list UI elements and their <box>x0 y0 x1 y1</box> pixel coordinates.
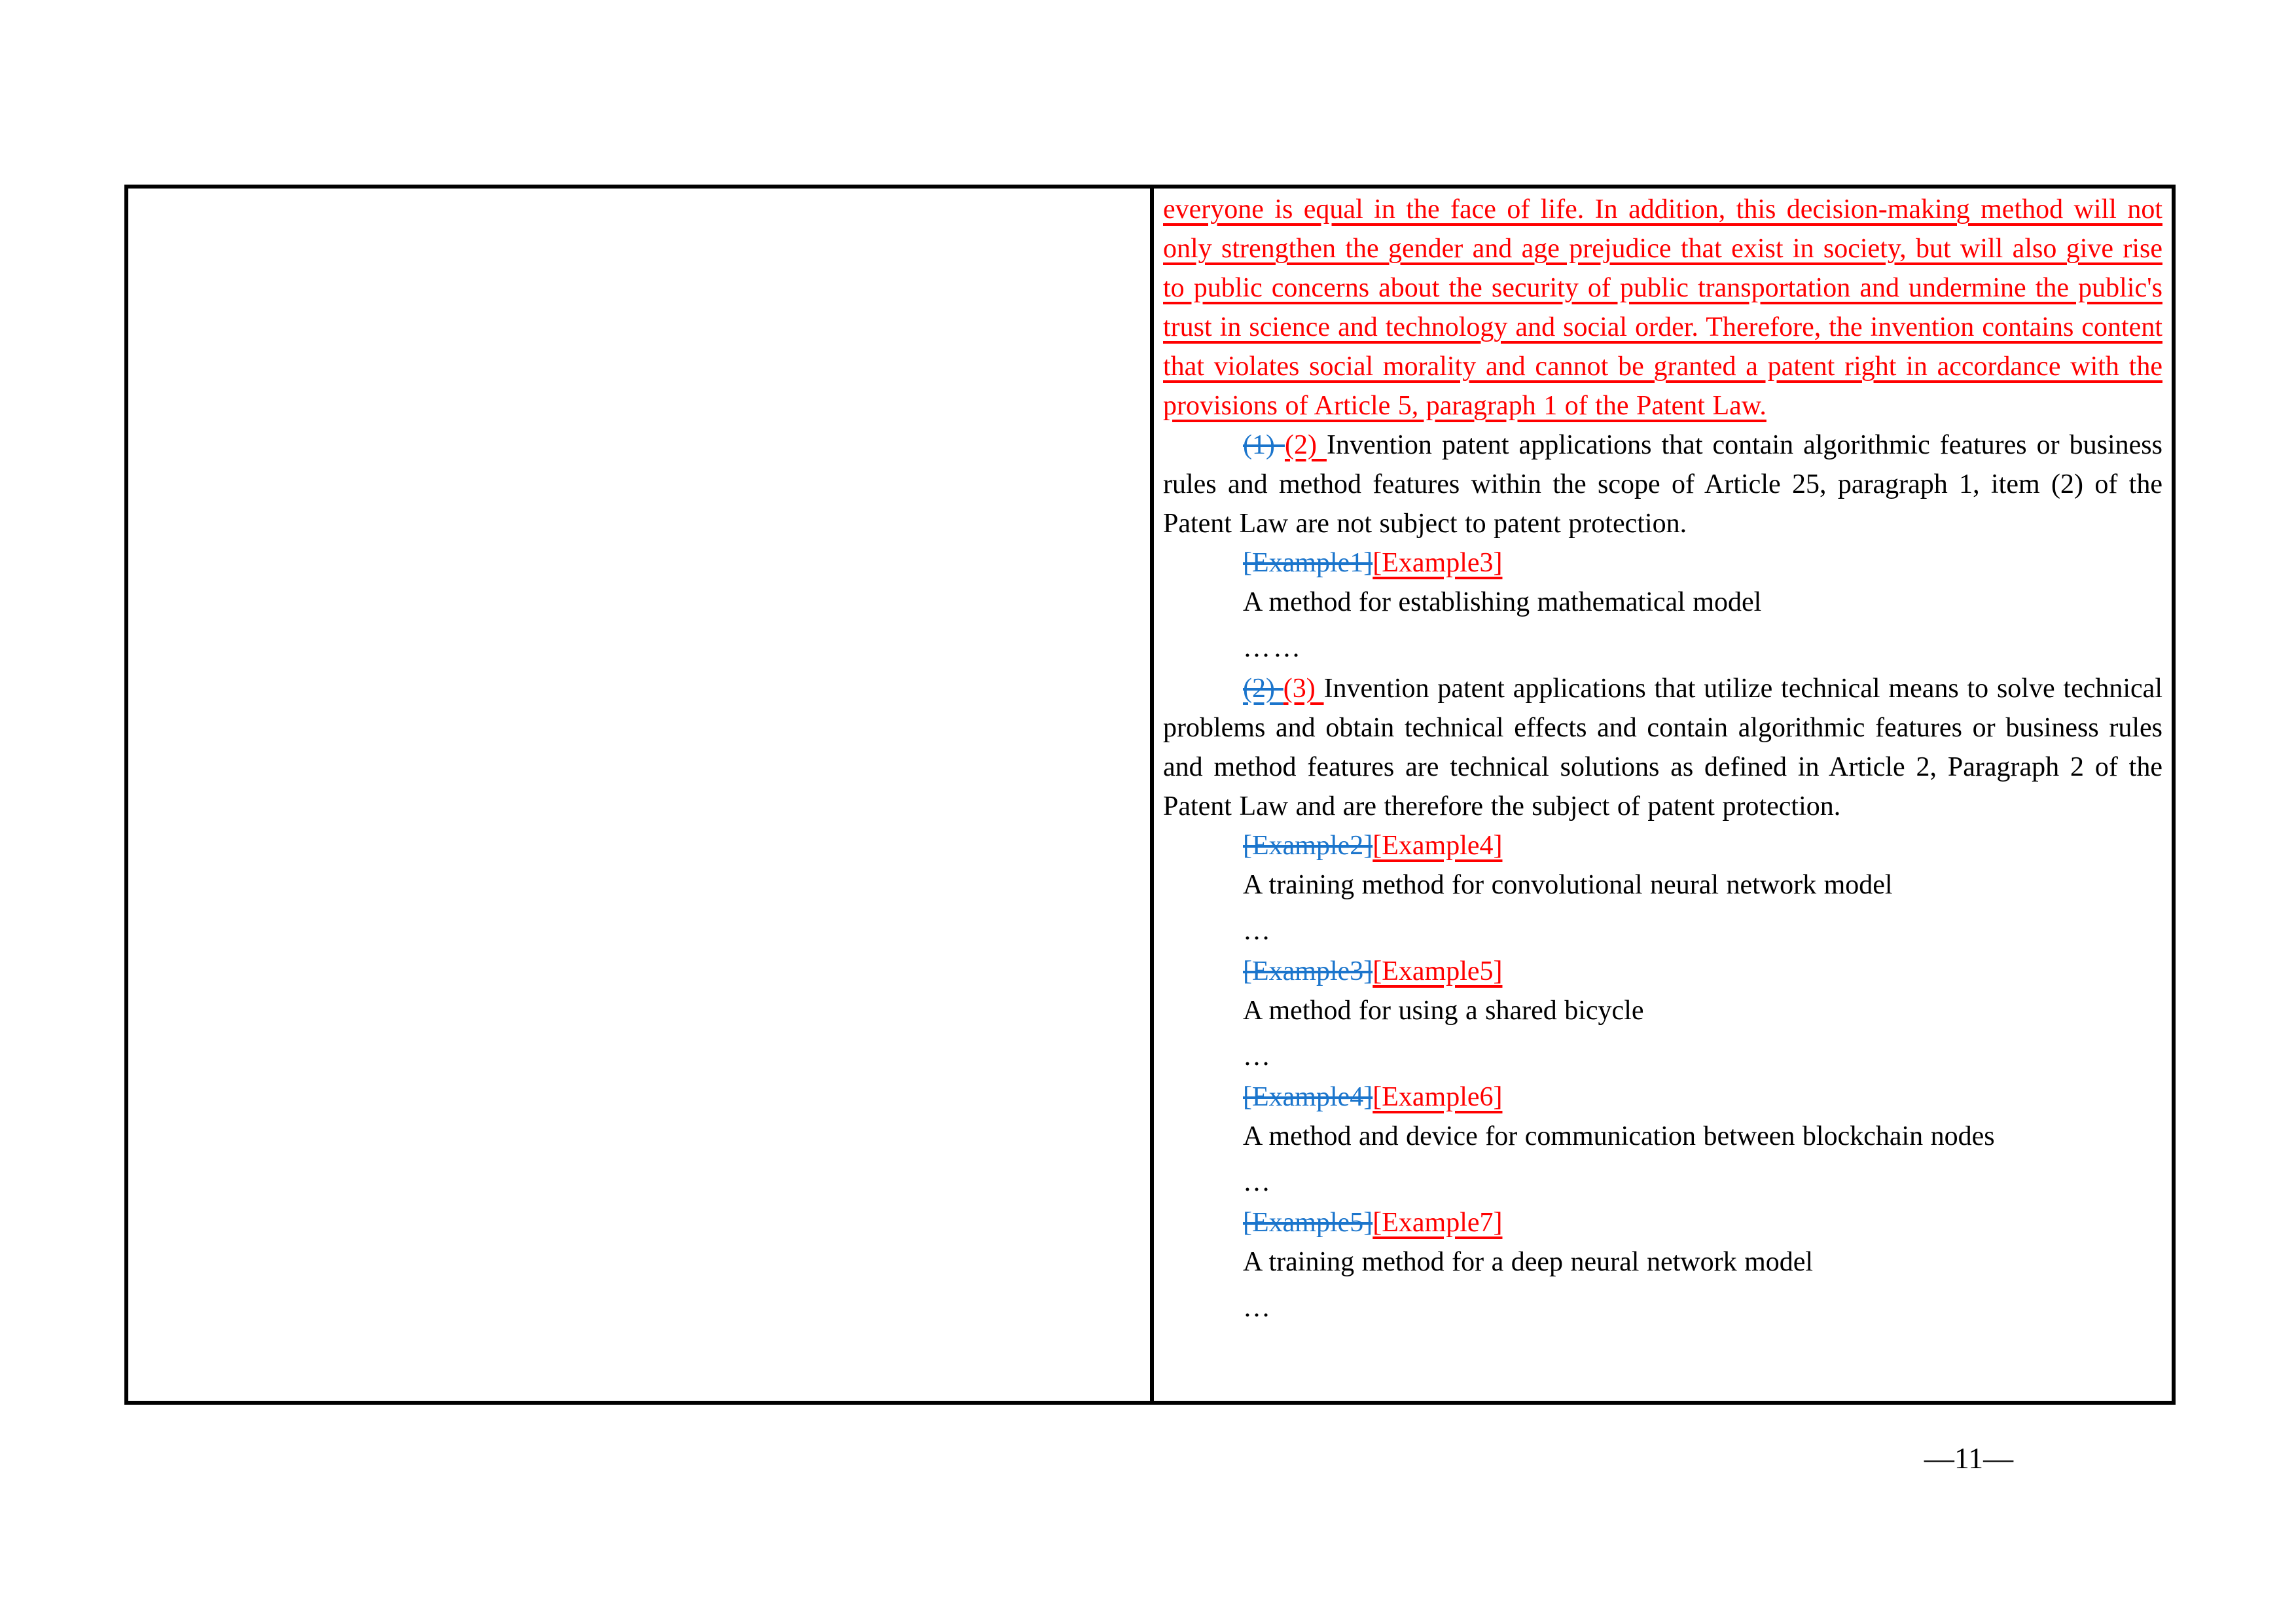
paragraph <box>1163 1117 2162 1156</box>
paragraph <box>1163 865 2162 905</box>
paragraph <box>1163 425 2162 543</box>
table-cell-left <box>128 189 1154 1401</box>
ellipsis-paragraph <box>1163 1163 2162 1202</box>
body-text: Invention patent applications that utilize technical means to solve technical problems and obtain technical effects and contain algorithmic features or business rules and method features are technical solutions as defined in Article 2, Paragraph 2 of the Patent Law and are therefore the subject of patent protection. <box>1163 674 2162 821</box>
deleted-text: [Example5] <box>1243 1208 1373 1238</box>
body-text: A method for using a shared bicycle <box>1243 996 1644 1026</box>
inserted-text: (3) <box>1283 674 1324 704</box>
page-number: —11— <box>1924 1441 2014 1475</box>
table-cell-right <box>1154 189 2172 1401</box>
revision-comparison-table <box>124 185 2176 1405</box>
inserted-text: [Example3] <box>1372 548 1503 578</box>
inserted-text: [Example4] <box>1372 831 1503 861</box>
deleted-underlined-text: (2) <box>1243 674 1283 704</box>
body-text: A training method for convolutional neural network model <box>1243 870 1893 900</box>
ellipsis-paragraph <box>1163 1037 2162 1076</box>
body-text: … <box>1243 1041 1273 1072</box>
body-text: Invention patent applications that contain algorithmic features or business rules and method features within the scope of Article 25, paragraph 1, item (2) of the Patent Law are not subject to patent protection. <box>1163 430 2162 539</box>
body-text: A method for establishing mathematical model <box>1243 587 1762 617</box>
paragraph <box>1163 543 2162 583</box>
body-text: A method and device for communication between blockchain nodes <box>1243 1121 1995 1151</box>
inserted-text: (2) <box>1284 430 1327 460</box>
deleted-text: [Example3] <box>1243 956 1373 986</box>
deleted-text: (1) <box>1243 430 1285 460</box>
inserted-text: everyone is equal in the face of life. In addition, this decision-making method will not only strengthen the gender and age prejudice that exist in society, but will also give rise to public concerns about the security of public transportation and undermine the public's trust in science and technology and social order. Therefore, the invention contains content that violates social morality and cannot be granted a patent right in accordance with the provisions of Article 5, paragraph 1 of the Patent Law. <box>1163 194 2162 421</box>
deleted-text: [Example1] <box>1243 548 1373 578</box>
deleted-text: [Example4] <box>1243 1082 1373 1112</box>
deleted-text: [Example2] <box>1243 831 1373 861</box>
body-text: … <box>1243 1293 1273 1323</box>
body-text: … <box>1243 1167 1273 1197</box>
ellipsis-paragraph <box>1163 628 2162 668</box>
body-text: … <box>1243 916 1273 946</box>
paragraph <box>1163 1242 2162 1282</box>
ellipsis-paragraph <box>1163 1288 2162 1327</box>
paragraph <box>1163 190 2162 425</box>
paragraph <box>1163 583 2162 622</box>
paragraph <box>1163 952 2162 991</box>
paragraph <box>1163 1077 2162 1117</box>
body-text: …… <box>1243 633 1303 663</box>
ellipsis-paragraph <box>1163 911 2162 950</box>
inserted-text: [Example5] <box>1372 956 1503 986</box>
paragraph <box>1163 991 2162 1030</box>
body-text: A training method for a deep neural network model <box>1243 1247 1814 1277</box>
inserted-text: [Example7] <box>1372 1208 1503 1238</box>
inserted-text: [Example6] <box>1372 1082 1503 1112</box>
paragraph <box>1163 826 2162 865</box>
paragraph <box>1163 1203 2162 1242</box>
paragraph <box>1163 669 2162 826</box>
